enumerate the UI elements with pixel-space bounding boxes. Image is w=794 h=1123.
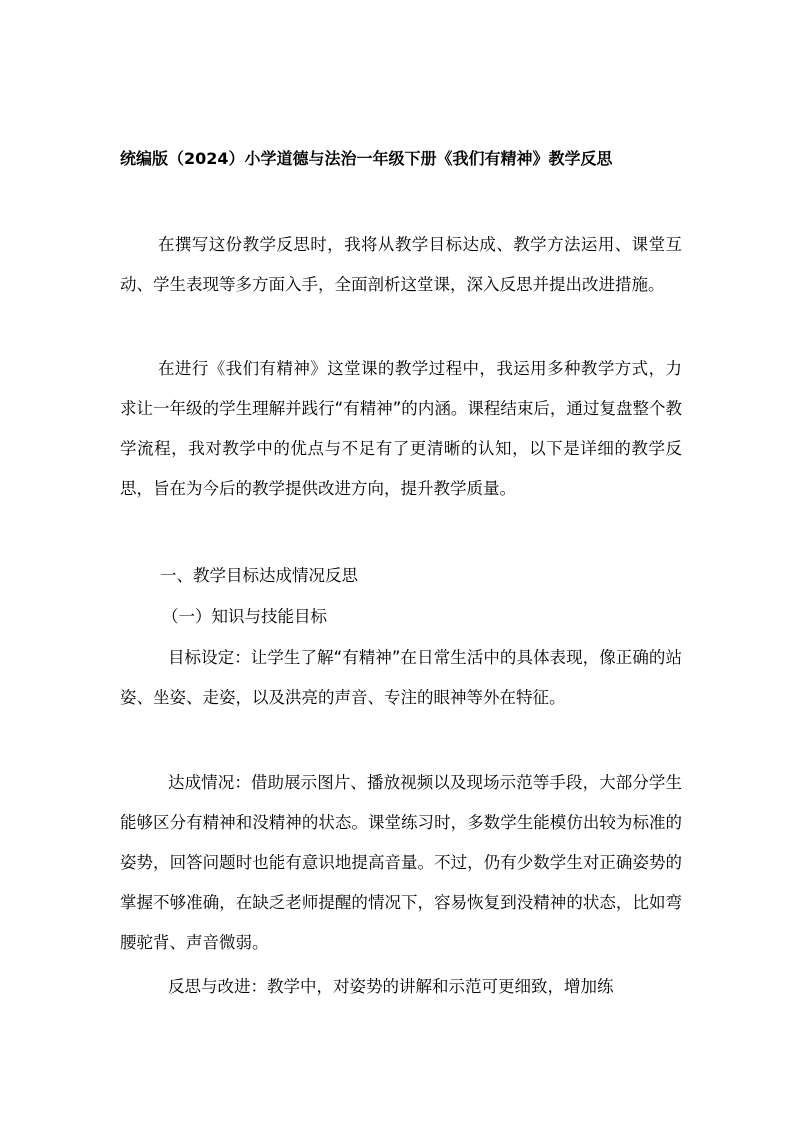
paragraph-reflection: 反思与改进：教学中，对姿势的讲解和示范可更细致，增加练 [168, 977, 614, 996]
paragraph-achievement: 达成情况：借助展示图片、播放视频以及现场示范等手段，大部分学生能够区分有精神和没精神的状态。课堂练习时，多数学生能模仿出较为标准的姿势，回答问题时也能有意识地提高音量。不过，仍有少数学生对正确姿势的掌握不够准确，在缺乏老师提醒的情况下，容易恢复到没精神的状态，比如弯腰驼背、声音微弱。 [120, 773, 682, 952]
section-heading: 一、教学目标达成情况反思 [160, 566, 358, 585]
document-title: 统编版（2024）小学道德与法治一年级下册《我们有精神》教学反思 [120, 149, 613, 168]
paragraph-intro: 在撰写这份教学反思时，我将从教学目标达成、教学方法运用、课堂互动、学生表现等多方面入手，全面剖析这堂课，深入反思并提出改进措施。 [120, 235, 682, 294]
paragraph-goal-setting: 目标设定：让学生了解“有精神”在日常生活中的具体表现，像正确的站姿、坐姿、走姿，以及洪亮的声音、专注的眼神等外在特征。 [120, 648, 682, 707]
subsection-heading: （一）知识与技能目标 [162, 607, 327, 626]
paragraph-overview: 在进行《我们有精神》这堂课的教学过程中，我运用多种教学方式，力求让一年级的学生理解并践行“有精神”的内涵。课程结束后，通过复盘整个教学流程，我对教学中的优点与不足有了更清晰的认知，以下是详细的教学反思，旨在为今后的教学提供改进方向，提升教学质量。 [120, 359, 682, 498]
